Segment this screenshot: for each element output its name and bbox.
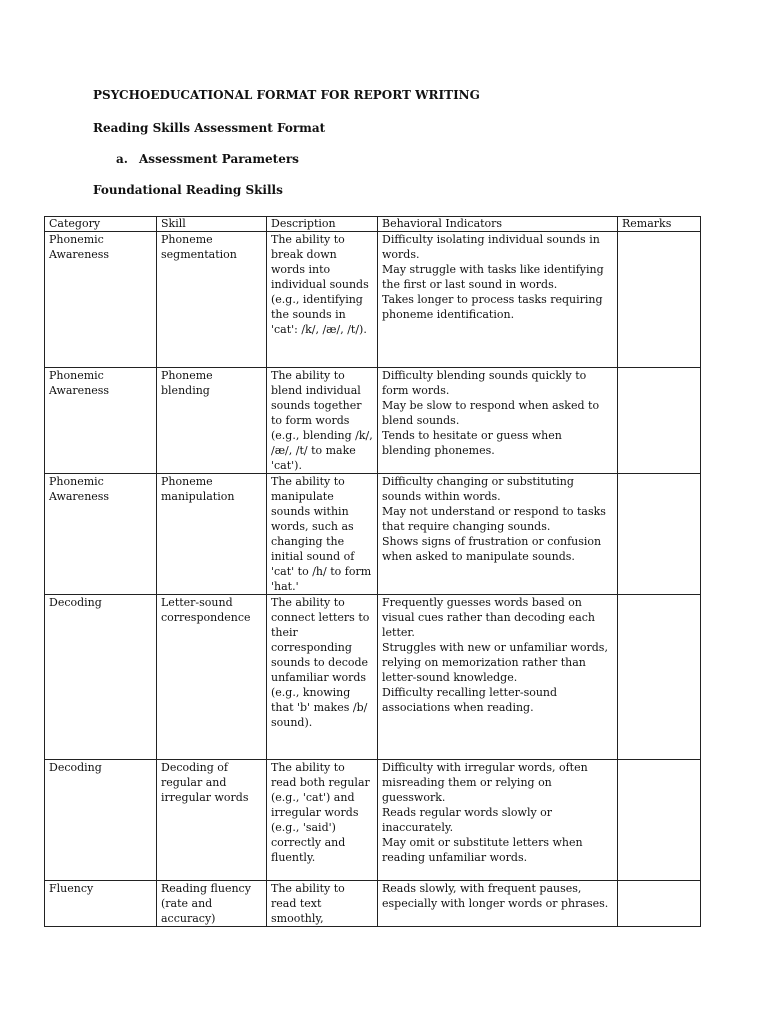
indicator-item: Difficulty blending sounds quickly to form words. bbox=[382, 369, 587, 397]
cell-remarks[interactable] bbox=[618, 881, 701, 927]
header-indicators: Behavioral Indicators bbox=[378, 217, 618, 232]
cell-skill: Decoding of regular and irregular words bbox=[157, 760, 267, 881]
cell-category: Phonemic Awareness bbox=[45, 232, 157, 368]
cell-indicators bbox=[378, 368, 618, 474]
cell-skill: Letter-sound correspondence bbox=[157, 595, 267, 760]
indicator-item: Frequently guesses words based on visual cues rather than decoding each letter. bbox=[382, 596, 595, 639]
cell-category: Fluency bbox=[45, 881, 157, 927]
indicator-item: May struggle with tasks like identifying the first or last sound in words. bbox=[382, 263, 604, 291]
subsection-heading: Foundational Reading Skills bbox=[93, 183, 283, 197]
table-row bbox=[45, 232, 701, 368]
cell-remarks[interactable] bbox=[618, 760, 701, 881]
indicator-item: Shows signs of frustration or confusion when asked to manipulate sounds. bbox=[382, 535, 602, 563]
cell-description: The ability to break down words into individual sounds (e.g., identifying the sounds in 'cat': /k/, /æ/, /t/). bbox=[267, 232, 378, 368]
indicator-item: Takes longer to process tasks requiring phoneme identification. bbox=[382, 293, 603, 321]
cell-category: Decoding bbox=[45, 595, 157, 760]
cell-description: The ability to blend individual sounds together to form words (e.g., blending /k/, /æ/, /t/ to make 'cat'). bbox=[267, 368, 378, 474]
header-skill: Skill bbox=[157, 217, 267, 232]
table-header-row bbox=[45, 217, 701, 232]
cell-skill: Phoneme blending bbox=[157, 368, 267, 474]
indicator-item: May omit or substitute letters when reading unfamiliar words. bbox=[382, 836, 583, 864]
skills-table bbox=[44, 216, 701, 927]
cell-remarks[interactable] bbox=[618, 232, 701, 368]
table-row bbox=[45, 881, 701, 927]
indicator-item: Struggles with new or unfamiliar words, relying on memorization rather than letter-sound knowledge. bbox=[382, 641, 608, 684]
cell-remarks[interactable] bbox=[618, 368, 701, 474]
header-category: Category bbox=[45, 217, 157, 232]
section-heading bbox=[116, 152, 299, 166]
section-marker: a. bbox=[116, 152, 128, 166]
cell-indicators bbox=[378, 881, 618, 927]
table-row bbox=[45, 595, 701, 760]
indicator-item: Tends to hesitate or guess when blending phonemes. bbox=[382, 429, 562, 457]
cell-remarks[interactable] bbox=[618, 595, 701, 760]
cell-category: Phonemic Awareness bbox=[45, 474, 157, 595]
cell-category: Decoding bbox=[45, 760, 157, 881]
table-row bbox=[45, 368, 701, 474]
table-row bbox=[45, 760, 701, 881]
cell-description: The ability to manipulate sounds within words, such as changing the initial sound of 'cat' to /h/ to form 'hat.' bbox=[267, 474, 378, 595]
section-label: Assessment Parameters bbox=[139, 152, 299, 166]
cell-description: The ability to read both regular (e.g., 'cat') and irregular words (e.g., 'said') correctly and fluently. bbox=[267, 760, 378, 881]
table-row bbox=[45, 474, 701, 595]
cell-indicators bbox=[378, 760, 618, 881]
document-title: PSYCHOEDUCATIONAL FORMAT FOR REPORT WRITING bbox=[93, 88, 480, 102]
indicator-item: Difficulty isolating individual sounds in words. bbox=[382, 233, 600, 261]
cell-indicators bbox=[378, 595, 618, 760]
cell-remarks[interactable] bbox=[618, 474, 701, 595]
document-subtitle: Reading Skills Assessment Format bbox=[93, 121, 326, 135]
header-description: Description bbox=[267, 217, 378, 232]
cell-skill: Phoneme manipulation bbox=[157, 474, 267, 595]
indicator-item: May be slow to respond when asked to blend sounds. bbox=[382, 399, 600, 427]
cell-description: The ability to read text smoothly, bbox=[267, 881, 378, 927]
indicator-item: Reads slowly, with frequent pauses, especially with longer words or phrases. bbox=[382, 882, 609, 910]
cell-skill: Phoneme segmentation bbox=[157, 232, 267, 368]
indicator-item: Reads regular words slowly or inaccurately. bbox=[382, 806, 553, 834]
header-remarks: Remarks bbox=[618, 217, 701, 232]
cell-skill: Reading fluency (rate and accuracy) bbox=[157, 881, 267, 927]
cell-category: Phonemic Awareness bbox=[45, 368, 157, 474]
indicator-item: Difficulty recalling letter-sound associations when reading. bbox=[382, 686, 558, 714]
indicator-item: May not understand or respond to tasks that require changing sounds. bbox=[382, 505, 606, 533]
cell-description: The ability to connect letters to their corresponding sounds to decode unfamiliar words (e.g., knowing that 'b' makes /b/ sound). bbox=[267, 595, 378, 760]
indicator-item: Difficulty changing or substituting sounds within words. bbox=[382, 475, 574, 503]
cell-indicators bbox=[378, 232, 618, 368]
indicator-item: Difficulty with irregular words, often misreading them or relying on guesswork. bbox=[382, 761, 588, 804]
cell-indicators bbox=[378, 474, 618, 595]
